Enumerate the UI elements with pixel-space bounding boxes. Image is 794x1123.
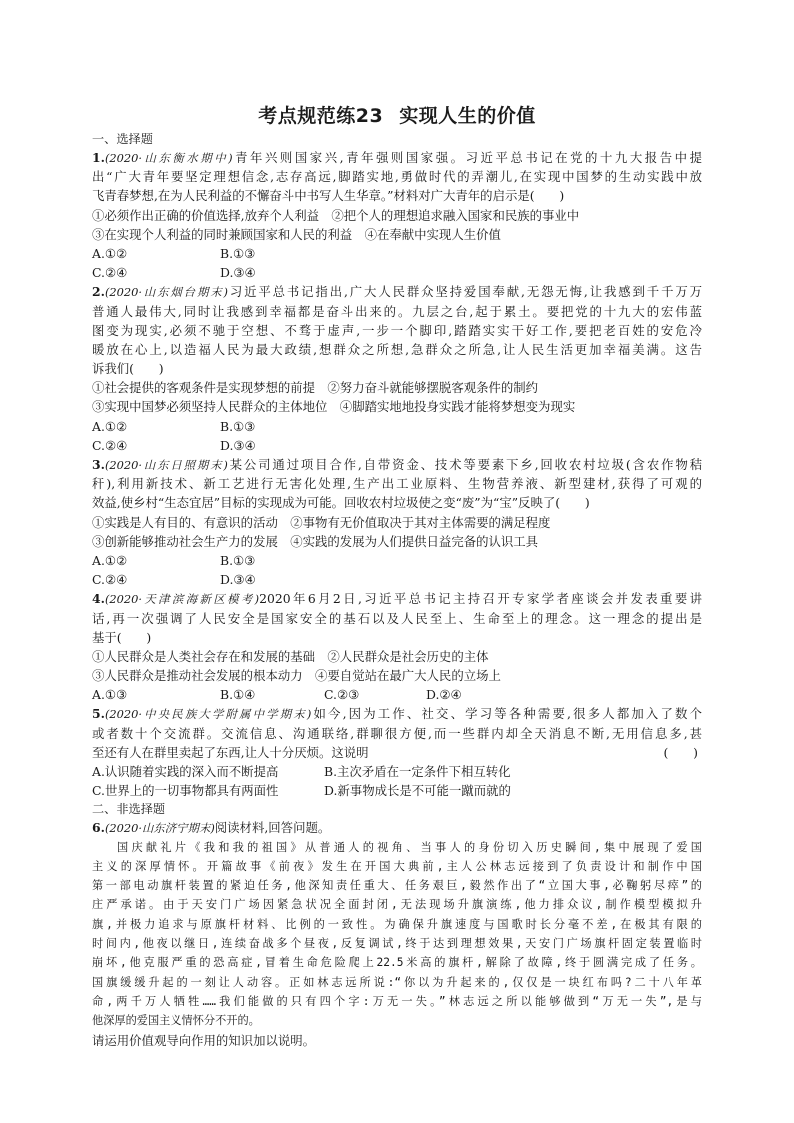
option-d[interactable]: D.②④ [426,687,462,703]
title-sub: 实现人生的价值 [399,105,536,127]
question-source: (2020·山东烟台期末) [104,285,228,300]
content [92,130,702,1050]
statement-line: ①社会提供的客观条件是实现梦想的前提 ②努力奋斗就能够摆脱客观条件的制约 [92,380,539,396]
option-a[interactable]: A.①② [92,245,128,261]
reading-material [92,838,702,1031]
section-heading-nonchoice: 二、非选择题 [92,802,166,817]
question-source: (2020·山东济宁期末) [104,821,215,836]
question-line: 基于( ) [92,629,152,645]
question-source: (2020·天津滨海新区模考) [104,592,260,607]
question-source: (2020·山东日照期末) [104,458,228,472]
options-row [92,551,702,570]
question-line: 秆),利用新技术、新工艺进行无害化处理,生产出工业原料、生物营养液、新型建材,获得了可观的 [92,476,702,492]
question-line: 或者数十个交流群。交流信息、沟通联络,群聊很方便,而一些群内却全天消息不断,无用信息多,甚 [92,725,702,741]
statement-line: ①人民群众是人类社会存在和发展的基础 ②人民群众是社会历史的主体 [92,648,489,664]
question-line: 暖放在心上,以造福人民为最大政绩,想群众之所想,急群众之所急,让人民生活更加幸福美满。这告 [92,341,702,357]
option-b[interactable]: B.主次矛盾在一定条件下相互转化 [324,764,511,779]
option-c[interactable]: C.②④ [92,265,128,281]
question-6 [92,818,702,1049]
statement-line: ③创新能够推动社会生产力的发展 ④实践的发展为人们提供日益完备的认识工具 [92,533,539,549]
material-line: 国庆献礼片《我和我的祖国》从普通人的视角、当事人的身份切入历史瞬间,集中展现了爱国 [117,840,702,854]
option-a[interactable]: A.①② [92,418,128,434]
option-b[interactable]: B.①④ [220,687,256,703]
statement-line: ③在实现个人利益的同时兼顾国家和人民的利益 ④在奉献中实现人生价值 [92,226,501,242]
material-line: 主义的深厚情怀。开篇故事《前夜》发生在开国大典前,主人公林志远接到了负责设计和制作中国 [92,859,702,873]
options-row [92,685,702,704]
option-b[interactable]: B.①③ [220,245,256,261]
question-source: (2020·中央民族大学附属中学期末) [104,707,312,722]
statement-line: ①必须作出正确的价值选择,放弃个人利益 ②把个人的理想追求融入国家和民族的事业中 [92,207,580,223]
statement-line: ③人民群众是推动社会发展的根本动力 ④要自觉站在最广大人民的立场上 [92,668,501,684]
options-row [92,244,702,263]
material-line: 时间内,他夜以继日,连续奋战多个昼夜,反复调试,终于达到理想效果,天安门广场旗杆固定装置临时 [92,937,702,951]
material-line: 庄严承诺。由于天安门广场因紧急状况全面封闭,无法现场升旗演练,他力排众议,制作模型模拟升 [92,898,702,912]
option-b[interactable]: B.①③ [220,418,256,434]
option-b[interactable]: B.①③ [220,552,256,568]
material-line: 命,两千万人牺牲……我们能做的只有四个字:万无一失。”林志远之所以能够做到“万无一失”,是与 [92,994,702,1008]
question-5 [92,704,702,800]
options-row [92,263,702,282]
question-line: 出“广大青年要坚定理想信念,志存高远,脚踏实地,勇做时代的弄潮儿,在实现中国梦的生动实践中放 [92,169,702,185]
question-1 [92,148,702,282]
option-d[interactable]: D.新事物成长是不可能一蹴而就的 [324,783,511,799]
statement-line: ③实现中国梦必须坚持人民群众的主体地位 ④脚踏实地地投身实践才能将梦想变为现实 [92,399,576,415]
question-line: 1.(2020·山东衡水期中)青年兴则国家兴,青年强则国家强。习近平总书记在党的十九大报告中提 [92,150,702,165]
question-2 [92,282,702,455]
statement-line: ①实践是人有目的、有意识的活动 ②事物有无价值取决于其对主体需要的满足程度 [92,514,551,530]
material-line: 旗,并极力追求与原旗杆材料、比例的一致性。为确保升旗速度与国歌时长分毫不差,在极其有限的 [92,917,702,931]
option-c[interactable]: C.②③ [324,687,360,703]
question-source: (2020·山东衡水期中) [104,151,233,165]
options-row [92,570,702,589]
section-heading-choice: 一、选择题 [92,132,153,146]
option-a[interactable]: A.认识随着实践的深入而不断提高 [92,764,279,779]
question-line: 2.(2020·山东烟台期末)习近平总书记指出,广大人民群众坚持爱国奉献,无怨无悔,让我感到千千万万 [92,284,702,300]
option-c[interactable]: C.②④ [92,572,128,588]
question-line: 5.(2020·中央民族大学附属中学期末)如今,因为工作、社交、学习等各种需要,很多人都加入了数个 [92,706,702,722]
material-line: 他深厚的爱国主义情怀分不开的。 [92,1014,260,1028]
question-prompt: 请运用价值观导向作用的知识加以说明。 [92,1032,316,1048]
material-line: 第一部电动旗杆装置的紧迫任务,他深知责任重大、任务艰巨,毅然作出了“立国大事,必鞠躬尽瘁”的 [92,879,702,893]
question-3 [92,455,702,589]
option-c[interactable]: C.世界上的一切事物都具有两面性 [92,783,279,799]
question-line: 话,再一次强调了人民安全是国家安全的基石以及人民至上、生命至上的理念。这一理念的提出是 [92,610,702,626]
option-d[interactable]: D.③④ [220,572,256,588]
material-line: 国旗缓缓升起的一刻让人动容。正如林志远所说:“你以为升起来的,仅仅是一块红布吗?二十八年革 [92,975,702,989]
question-line: 图变为现实,必须不驰于空想、不骛于虚声,一步一个脚印,踏踏实实干好工作,要把老百姓的安危冷 [92,322,702,338]
option-a[interactable]: A.①② [92,552,128,568]
options-row [92,417,702,436]
option-d[interactable]: D.③④ [220,265,256,281]
question-line: 普通人最伟大,同时让我感到幸福都是奋斗出来的。九层之台,起于累土。要把党的十九大的宏伟蓝 [92,303,702,319]
question-line: 6.(2020·山东济宁期末)阅读材料,回答问题。 [92,820,331,836]
options-row [92,781,702,800]
question-line: 诉我们( ) [92,361,164,377]
question-line: 3.(2020·山东日照期末)某公司通过项目合作,自带资金、技术等要素下乡,回收农村垃圾(含农作物秸 [92,457,702,472]
material-line: 崩坏,他克服严重的恐高症,冒着生命危险爬上22.5米高的旗杆,解除了故障,终于圆满完成了任务。 [92,956,702,970]
question-4 [92,589,702,704]
page-title [0,101,794,128]
question-line: 飞青春梦想,在为人民利益的不懈奋斗中书写人生华章。”材料对广大青年的启示是( ) [92,188,565,204]
question-line: 效益,使乡村“生态宜居”目标的实现成为可能。回收农村垃圾使之变“废”为“宝”反映了( ) [92,495,590,511]
option-d[interactable]: D.③④ [220,437,256,453]
options-row [92,436,702,455]
options-row [92,762,702,781]
title-main: 考点规范练23 [258,105,384,127]
question-line: 4.(2020·天津滨海新区模考)2020年6月2日,习近平总书记主持召开专家学者座谈会并发表重要讲 [92,591,702,607]
option-a[interactable]: A.①③ [92,687,128,703]
answer-paren: ( ) [663,744,698,760]
question-line: 至还有人在群里卖起了东西,让人十分厌烦。这说明 ( ) [92,743,702,762]
option-c[interactable]: C.②④ [92,437,128,453]
